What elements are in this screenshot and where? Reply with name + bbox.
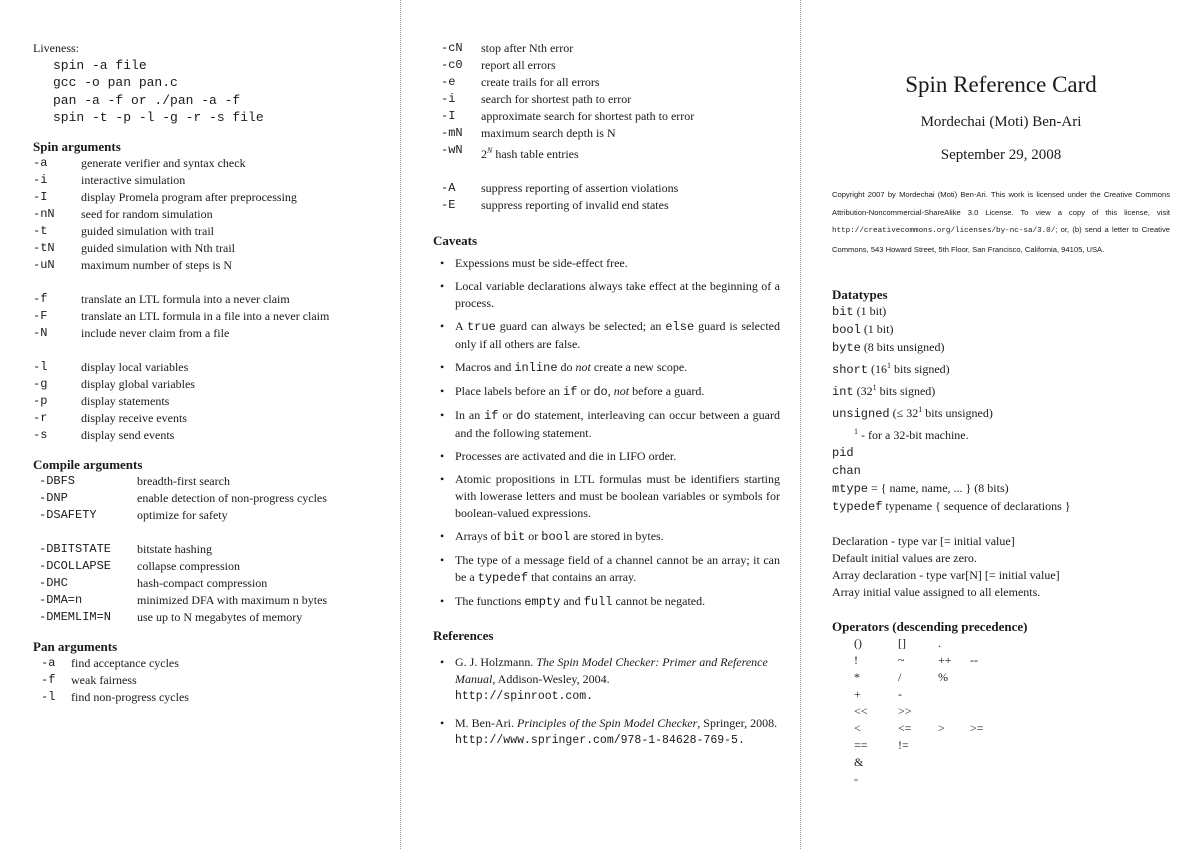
pan-args-suppress <box>433 180 780 214</box>
references-heading: References <box>433 628 494 643</box>
operator: < <box>854 721 861 735</box>
argument-flag: -mN <box>441 126 463 140</box>
compile-args-memory <box>33 541 390 626</box>
argument-row <box>441 74 780 91</box>
datatypes-footnote: $^1$ - for a 32-bit machine. <box>854 427 969 442</box>
argument-row <box>39 473 390 490</box>
operator: ++ <box>938 653 952 667</box>
datatype-row: byte (8 bits unsigned) <box>832 340 945 355</box>
argument-description: report all errors <box>481 58 556 72</box>
operator: / <box>898 670 902 684</box>
declaration-line: Default initial values are zero. <box>832 551 977 565</box>
argument-flag: -tN <box>33 241 55 256</box>
pan-args-errors <box>433 40 780 163</box>
argument-row <box>33 376 390 393</box>
argument-row <box>441 91 780 108</box>
code-keyword: bool <box>541 530 571 544</box>
caveats-list <box>433 255 780 611</box>
superscript: N <box>487 146 493 155</box>
argument-row <box>33 291 390 308</box>
argument-row <box>41 689 390 706</box>
argument-description: suppress reporting of invalid end states <box>481 198 669 212</box>
argument-flag: -F <box>33 309 48 324</box>
argument-row <box>33 172 390 189</box>
caveat-item: • Local variable declarations always take effect at the beginning of a process. <box>433 278 780 312</box>
argument-row <box>33 223 390 240</box>
argument-description: display receive events <box>81 411 187 426</box>
argument-description: seed for random simulation <box>81 207 213 222</box>
operator-row <box>832 652 1170 669</box>
reference-item: • M. Ben-Ari. Principles of the Spin Model Checker, Springer, 2008. http://www.springer.com/978-1-84628-769-5. <box>433 715 780 749</box>
datatype-row: bool (1 bit) <box>832 322 894 337</box>
argument-row <box>39 609 390 626</box>
operator-row <box>832 720 1170 737</box>
argument-description: maximum number of steps is N <box>81 258 232 273</box>
argument-flag: -N <box>33 326 48 341</box>
caveats-heading: Caveats <box>433 233 478 248</box>
date: September 29, 2008 <box>940 147 1062 163</box>
argument-row <box>441 180 780 197</box>
datatype-name: byte <box>832 341 861 355</box>
liveness-heading: Liveness: <box>33 41 79 55</box>
argument-flag: -DCOLLAPSE <box>39 559 112 574</box>
argument-flag: -DHC <box>39 576 68 591</box>
argument-flag: -A <box>441 181 456 195</box>
argument-row <box>33 359 390 376</box>
datatype-row <box>832 444 1170 462</box>
operator: << <box>854 704 868 718</box>
reference-url[interactable]: http://www.springer.com/978-1-84628-769-5. <box>455 734 745 747</box>
argument-flag: -DBITSTATE <box>39 542 112 557</box>
argument-row <box>33 308 390 325</box>
operator: [] <box>898 636 906 650</box>
column-right <box>800 0 1200 849</box>
argument-description: collapse compression <box>137 559 240 574</box>
argument-flag: -p <box>33 394 48 409</box>
caveat-item: • Macros and inline do not create a new scope. <box>433 359 780 377</box>
operators-table <box>832 635 1170 788</box>
operator: != <box>898 738 909 752</box>
datatype-row: int ($32^1$ bits signed) <box>832 383 936 399</box>
argument-description: bitstate hashing <box>137 542 212 557</box>
argument-description: display local variables <box>81 360 189 375</box>
argument-description: find non-progress cycles <box>71 690 189 705</box>
operators-heading: Operators (descending precedence) <box>832 619 1028 634</box>
argument-flag: -e <box>441 75 456 89</box>
caveat-item: • Processes are activated and die in LIFO order. <box>433 448 780 465</box>
argument-flag: -wN <box>441 143 463 157</box>
argument-description: maximum search depth is N <box>481 126 616 140</box>
code-keyword: inline <box>514 361 558 375</box>
caveat-item: • Atomic propositions in LTL formulas must be identifiers starting with lowerase letters and must be boolean variables or symbols for boolean-valued expressions. <box>433 471 780 522</box>
argument-description: minimized DFA with maximum n bytes <box>137 593 328 608</box>
argument-flag: -a <box>41 656 56 671</box>
emphasis: not <box>575 360 591 374</box>
argument-flag: -DSAFETY <box>39 508 97 523</box>
argument-flag: -f <box>41 673 56 688</box>
argument-flag: -I <box>33 190 48 205</box>
emphasis: not <box>613 384 630 398</box>
operator: >> <box>898 704 912 718</box>
argument-row <box>33 427 390 444</box>
argument-description: guided simulation with trail <box>81 224 214 239</box>
argument-flag: -l <box>33 360 48 375</box>
argument-flag: -t <box>33 224 48 239</box>
operator-row <box>832 754 1170 771</box>
argument-row <box>39 592 390 609</box>
operator: () <box>854 636 862 650</box>
datatype-name: unsigned <box>832 407 890 421</box>
operator: >= <box>970 721 984 735</box>
code-keyword: if <box>484 409 499 423</box>
argument-description: suppress reporting of assertion violations <box>481 181 679 195</box>
argument-row <box>33 240 390 257</box>
argument-description: translate an LTL formula in a file into a never claim <box>81 309 330 324</box>
argument-description: optimize for safety <box>137 508 228 523</box>
author: Mordechai (Moti) Ben-Ari <box>920 114 1082 130</box>
argument-row <box>33 393 390 410</box>
code-keyword: bit <box>503 530 526 544</box>
pan-args <box>33 655 390 706</box>
argument-row <box>441 40 780 57</box>
datatype-name: pid <box>832 446 854 460</box>
argument-description: $2^N$ hash table entries <box>481 146 579 161</box>
argument-row <box>33 155 390 172</box>
argument-row <box>33 325 390 342</box>
spin-args-display <box>33 359 390 444</box>
declaration-line: Declaration - type var [= initial value] <box>832 534 1015 548</box>
argument-flag: -DBFS <box>39 474 76 489</box>
code-keyword: if <box>562 385 578 399</box>
reference-title: Principles of the Spin Model Checker <box>517 716 698 730</box>
argument-flag: -f <box>33 292 48 307</box>
operator: . <box>938 636 941 650</box>
operator-row <box>832 669 1170 686</box>
reference-item: • G. J. Holzmann. The Spin Model Checker: Primer and Reference Manual, Addison-Wesley, 2004. http://spinroot.com. <box>433 654 780 705</box>
operator: - <box>898 687 902 701</box>
argument-description: enable detection of non-progress cycles <box>137 491 327 506</box>
operator: & <box>854 755 864 769</box>
operator: > <box>938 721 945 735</box>
argument-description: generate verifier and syntax check <box>81 156 246 171</box>
argument-description: display statements <box>81 394 170 409</box>
liveness-commands <box>33 57 390 126</box>
argument-row <box>33 410 390 427</box>
argument-flag: -uN <box>33 258 55 273</box>
argument-flag: -nN <box>33 207 55 222</box>
caveat-item: • Expessions must be side-effect free. <box>433 255 780 272</box>
license-url[interactable]: http://creativecommons.org/licenses/by-nc-sa/3.0/ <box>832 227 1056 235</box>
argument-description: weak fairness <box>71 673 137 688</box>
argument-flag: -DMEMLIM=N <box>39 610 112 625</box>
argument-row <box>39 575 390 592</box>
declaration-line: Array initial value assigned to all elements. <box>832 585 1041 599</box>
compile-args-search <box>33 473 390 524</box>
argument-description: hash-compact compression <box>137 576 268 591</box>
argument-flag: -i <box>441 92 456 106</box>
argument-row <box>39 558 390 575</box>
argument-description: display global variables <box>81 377 195 392</box>
operator: * <box>854 670 860 684</box>
argument-row <box>39 541 390 558</box>
reference-title: The Spin Model Checker: Primer and Reference Manual <box>455 655 768 686</box>
caveat-item: • The type of a message field of a channel cannot be an array; it can be a typedef that contains an array. <box>433 552 780 587</box>
argument-description: translate an LTL formula into a never claim <box>81 292 290 307</box>
datatype-name: bool <box>832 323 861 337</box>
page-title: Spin Reference Card <box>905 72 1097 97</box>
datatype-name: int <box>832 385 854 399</box>
datatype-row: short ($16^1$ bits signed) <box>832 361 950 377</box>
column-left <box>0 0 400 849</box>
argument-row <box>441 142 780 163</box>
code-keyword: empty <box>524 595 561 609</box>
spin-args-simulation <box>33 155 390 274</box>
caveat-item: • A true guard can always be selected; an else guard is selected only if all others are false. <box>433 318 780 353</box>
argument-description: interactive simulation <box>81 173 186 188</box>
compile-arguments-heading: Compile arguments <box>33 457 143 473</box>
liveness-command: gcc -o pan pan.c <box>53 75 178 91</box>
caveat-item: • Place labels before an if or do, not before a guard. <box>433 383 780 401</box>
datatype-row: bit (1 bit) <box>832 304 887 319</box>
reference-url[interactable]: http://spinroot.com. <box>455 690 594 703</box>
operator-row <box>832 737 1170 754</box>
datatype-name: bit <box>832 305 854 319</box>
datatypes-heading: Datatypes <box>832 287 888 302</box>
caveat-item: • Arrays of bit or bool are stored in bytes. <box>433 528 780 546</box>
code-keyword: else <box>665 320 695 334</box>
argument-row <box>441 125 780 142</box>
argument-flag: -i <box>33 173 48 188</box>
argument-row <box>33 257 390 274</box>
footnote-mark: 1 <box>887 361 892 370</box>
references-list <box>433 654 780 749</box>
argument-row <box>41 655 390 672</box>
code-keyword: full <box>583 595 613 609</box>
argument-description: guided simulation with Nth trail <box>81 241 235 256</box>
argument-description: approximate search for shortest path to error <box>481 109 695 123</box>
argument-flag: -a <box>33 156 48 171</box>
argument-row <box>41 672 390 689</box>
argument-row <box>441 57 780 74</box>
argument-description: display send events <box>81 428 175 443</box>
operator-row <box>832 635 1170 652</box>
datatype-name: mtype <box>832 482 869 496</box>
operator: == <box>854 738 868 752</box>
operator-row <box>832 771 1170 788</box>
operator-row <box>832 686 1170 703</box>
argument-row <box>39 507 390 524</box>
datatype-row: typedef typename { sequence of declarations } <box>832 499 1071 514</box>
operator-row <box>832 703 1170 720</box>
datatype-name: typedef <box>832 500 883 514</box>
liveness-command: pan -a -f or ./pan -a -f <box>53 92 241 108</box>
argument-description: find acceptance cycles <box>71 656 179 671</box>
argument-flag: -c0 <box>441 58 463 72</box>
argument-description: use up to N megabytes of memory <box>137 610 303 625</box>
datatype-row: unsigned (≤ $32^1$ bits unsigned) <box>832 405 993 421</box>
argument-row <box>441 108 780 125</box>
liveness-command: spin -t -p -l -g -r -s file <box>53 109 264 125</box>
pan-arguments-heading: Pan arguments <box>33 639 118 655</box>
operator: ! <box>854 653 858 667</box>
code-keyword: typedef <box>477 571 529 585</box>
argument-row <box>441 197 780 214</box>
argument-row <box>33 189 390 206</box>
datatype-row <box>832 462 1170 480</box>
caveat-item: • The functions empty and full cannot be negated. <box>433 593 780 611</box>
datatypes-list-more <box>832 444 1170 516</box>
footnote-mark: 1 <box>872 383 877 392</box>
declaration-line: Array declaration - type var[N] [= initial value] <box>832 568 1060 582</box>
argument-description: include never claim from a file <box>81 326 230 341</box>
argument-flag: -r <box>33 411 48 426</box>
datatype-row: mtype = { name, name, ... } (8 bits) <box>832 481 1009 496</box>
argument-description: create trails for all errors <box>481 75 600 89</box>
operator: + <box>854 687 861 701</box>
argument-row <box>39 490 390 507</box>
spin-arguments-heading: Spin arguments <box>33 139 121 155</box>
argument-flag: -DMA=n <box>39 593 83 608</box>
argument-flag: -s <box>33 428 48 443</box>
liveness-command: spin -a file <box>53 58 147 73</box>
argument-description: breadth-first search <box>137 474 230 489</box>
argument-description: search for shortest path to error <box>481 92 632 106</box>
datatypes-list <box>832 303 1170 423</box>
operator: -- <box>970 653 978 667</box>
argument-flag: -cN <box>441 41 463 55</box>
argument-description: stop after Nth error <box>481 41 574 55</box>
operator: - <box>854 772 858 786</box>
code-keyword: do <box>516 409 531 423</box>
argument-flag: -l <box>41 690 56 705</box>
argument-flag: -DNP <box>39 491 68 506</box>
operator: <= <box>898 721 912 735</box>
caveat-item: • In an if or do statement, interleaving can occur between a guard and the following statement. <box>433 407 780 442</box>
operator: % <box>938 670 948 684</box>
argument-flag: -E <box>441 198 456 212</box>
code-keyword: true <box>466 320 496 334</box>
argument-flag: -I <box>441 109 456 123</box>
argument-flag: -g <box>33 377 48 392</box>
copyright-notice: Copyright 2007 by Mordechai (Moti) Ben-Ari. This work is licensed under the Creative Commons Attribution-Noncommercial-ShareAlike 3.0 License. To view a copy of this license, visit http://creativecommons.org/licenses/by-nc-sa/3.0/; or, (b) send a letter to Creative Commons, 543 Howard Street, 5th Floor, San Francisco, California, 94105, USA. <box>832 190 1170 254</box>
datatype-name: chan <box>832 464 861 478</box>
code-keyword: do <box>593 385 608 399</box>
argument-description: display Promela program after preprocessing <box>81 190 297 205</box>
argument-row <box>33 206 390 223</box>
spin-args-ltl <box>33 291 390 342</box>
operator: ~ <box>898 653 905 667</box>
datatype-name: short <box>832 363 869 377</box>
column-middle <box>400 0 800 849</box>
declarations <box>832 533 1170 601</box>
footnote-mark: 1 <box>918 405 923 414</box>
